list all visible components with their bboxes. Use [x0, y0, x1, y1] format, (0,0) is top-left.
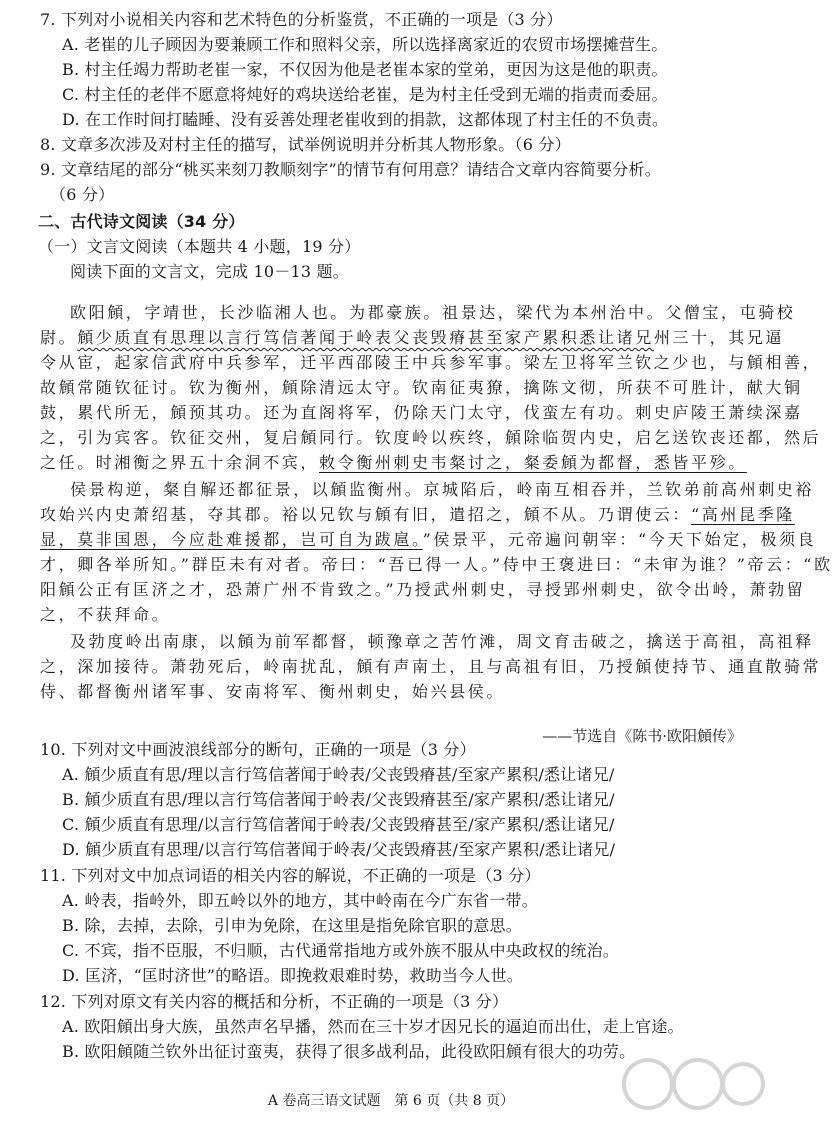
passage-line: 之任。时湘衡之界五十余洞不宾，敕令衡州刺史韦粲讨之，粲委頠为都督，悉皆平殄。 — [40, 453, 747, 472]
passage-line: 之，不获拜命。 — [40, 605, 171, 624]
passage-line: 侍、都督衡州诸军事、安南将军、衡州刺史，始兴县侯。 — [40, 682, 506, 701]
passage-line: 鼓，累代所无，頠预其功。还为直阁将军，仍除天门太守，伐蛮左有功。刺史庐陵王萧续深嘉 — [40, 403, 803, 422]
underlined-text: 敕令衡州刺史韦粲讨之，粲委頠为都督，悉皆平殄。 — [319, 453, 747, 472]
q7-option-d: D. 在工作时间打瞌睡、没有妥善处理老崔收到的捐款，这都体现了村主任的不负责。 — [62, 110, 669, 129]
q12-option-b: B. 欧阳頠随兰钦外出征讨蛮夷，获得了很多战利品，此役欧阳頠有很大的功劳。 — [62, 1042, 636, 1061]
q7-option-c: C. 村主任的老伴不愿意将炖好的鸡块送给老崔，是为村主任受到无端的指责而委屈。 — [62, 85, 668, 104]
q11-option-a: A. 岭表，指岭外，即五岭以外的地方，其中岭南在今广东省一带。 — [62, 891, 538, 910]
q11-stem: 11. 下列对文中加点词语的相关内容的解说，不正确的一项是（3 分） — [40, 866, 541, 885]
passage-line: 欧阳頠，字靖世，长沙临湘人也。为郡豪族。祖景达，梁代为本州治中。父僧宝，屯骑校 — [70, 303, 796, 322]
q10-stem: 10. 下列对文中画波浪线部分的断句，正确的一项是（3 分） — [40, 740, 476, 759]
q10-option-c: C. 頠少质直有思理/以言行笃信著闻于岭表/父丧毁瘠甚至/家产累积/悉让诸兄/ — [62, 815, 615, 834]
q7-option-b: B. 村主任竭力帮助老崔一家，不仅因为他是老崔本家的堂弟，更因为这是他的职责。 — [62, 60, 668, 79]
q11-option-d: D. 匡济，“匡时济世”的略语。即挽救艰难时势，救助当今人世。 — [62, 966, 523, 985]
q12-stem: 12. 下列对原文有关内容的概括和分析，不正确的一项是（3 分） — [40, 992, 509, 1011]
passage-line: 故頠常随钦征讨。钦为衡州，頠除清远太守。钦南征夷獠，擒陈文彻，所获不可胜计，献大铜 — [40, 378, 803, 397]
passage-line: 攻始兴内史萧绍基，夺其郡。裕以兄钦与頠有旧，遣招之，頠不从。乃谓使云：“高州昆季隆 — [40, 505, 795, 524]
q10-option-d: D. 頠少质直有思理/以言行笃信著闻于岭表/父丧毁瘠甚/至家产累积/悉让诸兄/ — [62, 840, 616, 859]
underlined-text: “高州昆季隆 — [691, 505, 795, 524]
q10-option-a: A. 頠少质直有思/理以言行笃信著闻于岭表/父丧毁瘠甚/至家产累积/悉让诸兄/ — [62, 765, 615, 784]
passage-line: 及勃度岭出南康，以頠为前军都督，顿豫章之苦竹滩，周文育击破之，擒送于高祖，高祖释 — [70, 632, 815, 651]
q9-score: （6 分） — [50, 185, 115, 204]
q7-option-a: A. 老崔的儿子顾因为要兼顾工作和照料父亲，所以选择离家近的农贸市场摆摊营生。 — [62, 35, 668, 54]
passage-line: 之，深加接待。萧勃死后，岭南扰乱，頠有声南土，且与高祖有旧，乃授頠使持节、通直散骑常 — [40, 657, 822, 676]
passage-line: 才，卿各举所知。”群臣未有对者。帝曰：“吾已得一人。”侍中王褒进曰：“未审为谁？”帝云：“欧 — [40, 555, 833, 574]
underlined-text: 显，莫非国恩，今应赴难援都，岂可自为跋扈。 — [40, 530, 423, 549]
passage-line: 显，莫非国恩，今应赴难援都，岂可自为跋扈。”侯景平，元帝遍问朝宰：“今天下始定，极须良 — [40, 530, 817, 549]
q10-option-b: B. 頠少质直有思/理以言行笃信著闻于岭表/父丧毁瘠甚至/家产累积/悉让诸兄/ — [62, 790, 615, 809]
wavy-underlined-text: 頠少质直有思理以言行笃信著闻于岭表父丧毁瘠甚至家产累积悉让诸兄 — [77, 328, 654, 347]
q7-stem: 7. 下列对小说相关内容和艺术特色的分析鉴赏，不正确的一项是（3 分） — [40, 10, 563, 29]
passage-line: 之，引为宾客。钦征交州，复启頠同行。钦度岭以疾终，頠除临贺内史，启乞送钦丧还都，然后 — [40, 428, 822, 447]
q12-option-a: A. 欧阳頠出身大族，虽然声名早播，然而在三十岁才因兄长的逼迫而出仕，走上官途。 — [62, 1017, 684, 1036]
section-2-heading: 二、古代诗文阅读（34 分） — [38, 212, 245, 231]
page-footer: A 卷高三语文试题 第 6 页（共 8 页） — [267, 1093, 515, 1109]
passage-line: 阳頠公正有匡济之才，恐萧广州不肯致之。”乃授武州刺史，寻授郢州刺史，欲令出岭，萧勃留 — [40, 580, 806, 599]
subsection-1-heading: （一）文言文阅读（本题共 4 小题，19 分） — [38, 237, 361, 256]
q8-stem: 8. 文章多次涉及对村主任的描写，试举例说明并分析其人物形象。（6 分） — [40, 135, 571, 154]
passage-line: 令从宦，起家信武府中兵参军，迁平西邵陵王中兵参军事。梁左卫将军兰钦之少也，与頠相善， — [40, 353, 822, 372]
q11-option-b: B. 除，去掉，去除，引申为免除，在这里是指免除官职的意思。 — [62, 916, 522, 935]
q9-stem: 9. 文章结尾的部分“桃买来刻刀教顺刻字”的情节有何用意？请结合文章内容简要分析。 — [40, 160, 661, 179]
reading-instruction: 阅读下面的文言文，完成 10－13 题。 — [70, 262, 349, 281]
q11-option-c: C. 不宾，指不臣服，不归顺，古代通常指地方或外族不服从中央政权的统治。 — [62, 941, 620, 960]
passage-line: 侯景构逆，粲自解还都征景，以頠监衡州。京城陷后，岭南互相吞并，兰钦弟前高州刺史裕 — [70, 480, 815, 499]
passage-line: 尉。頠少质直有思理以言行笃信著闻于岭表父丧毁瘠甚至家产累积悉让诸兄州三十，其兄逼 — [40, 328, 785, 347]
passage-source: ——节选自《陈书·欧阳頠传》 — [542, 727, 742, 745]
watermark-logo-icon — [618, 1054, 768, 1114]
